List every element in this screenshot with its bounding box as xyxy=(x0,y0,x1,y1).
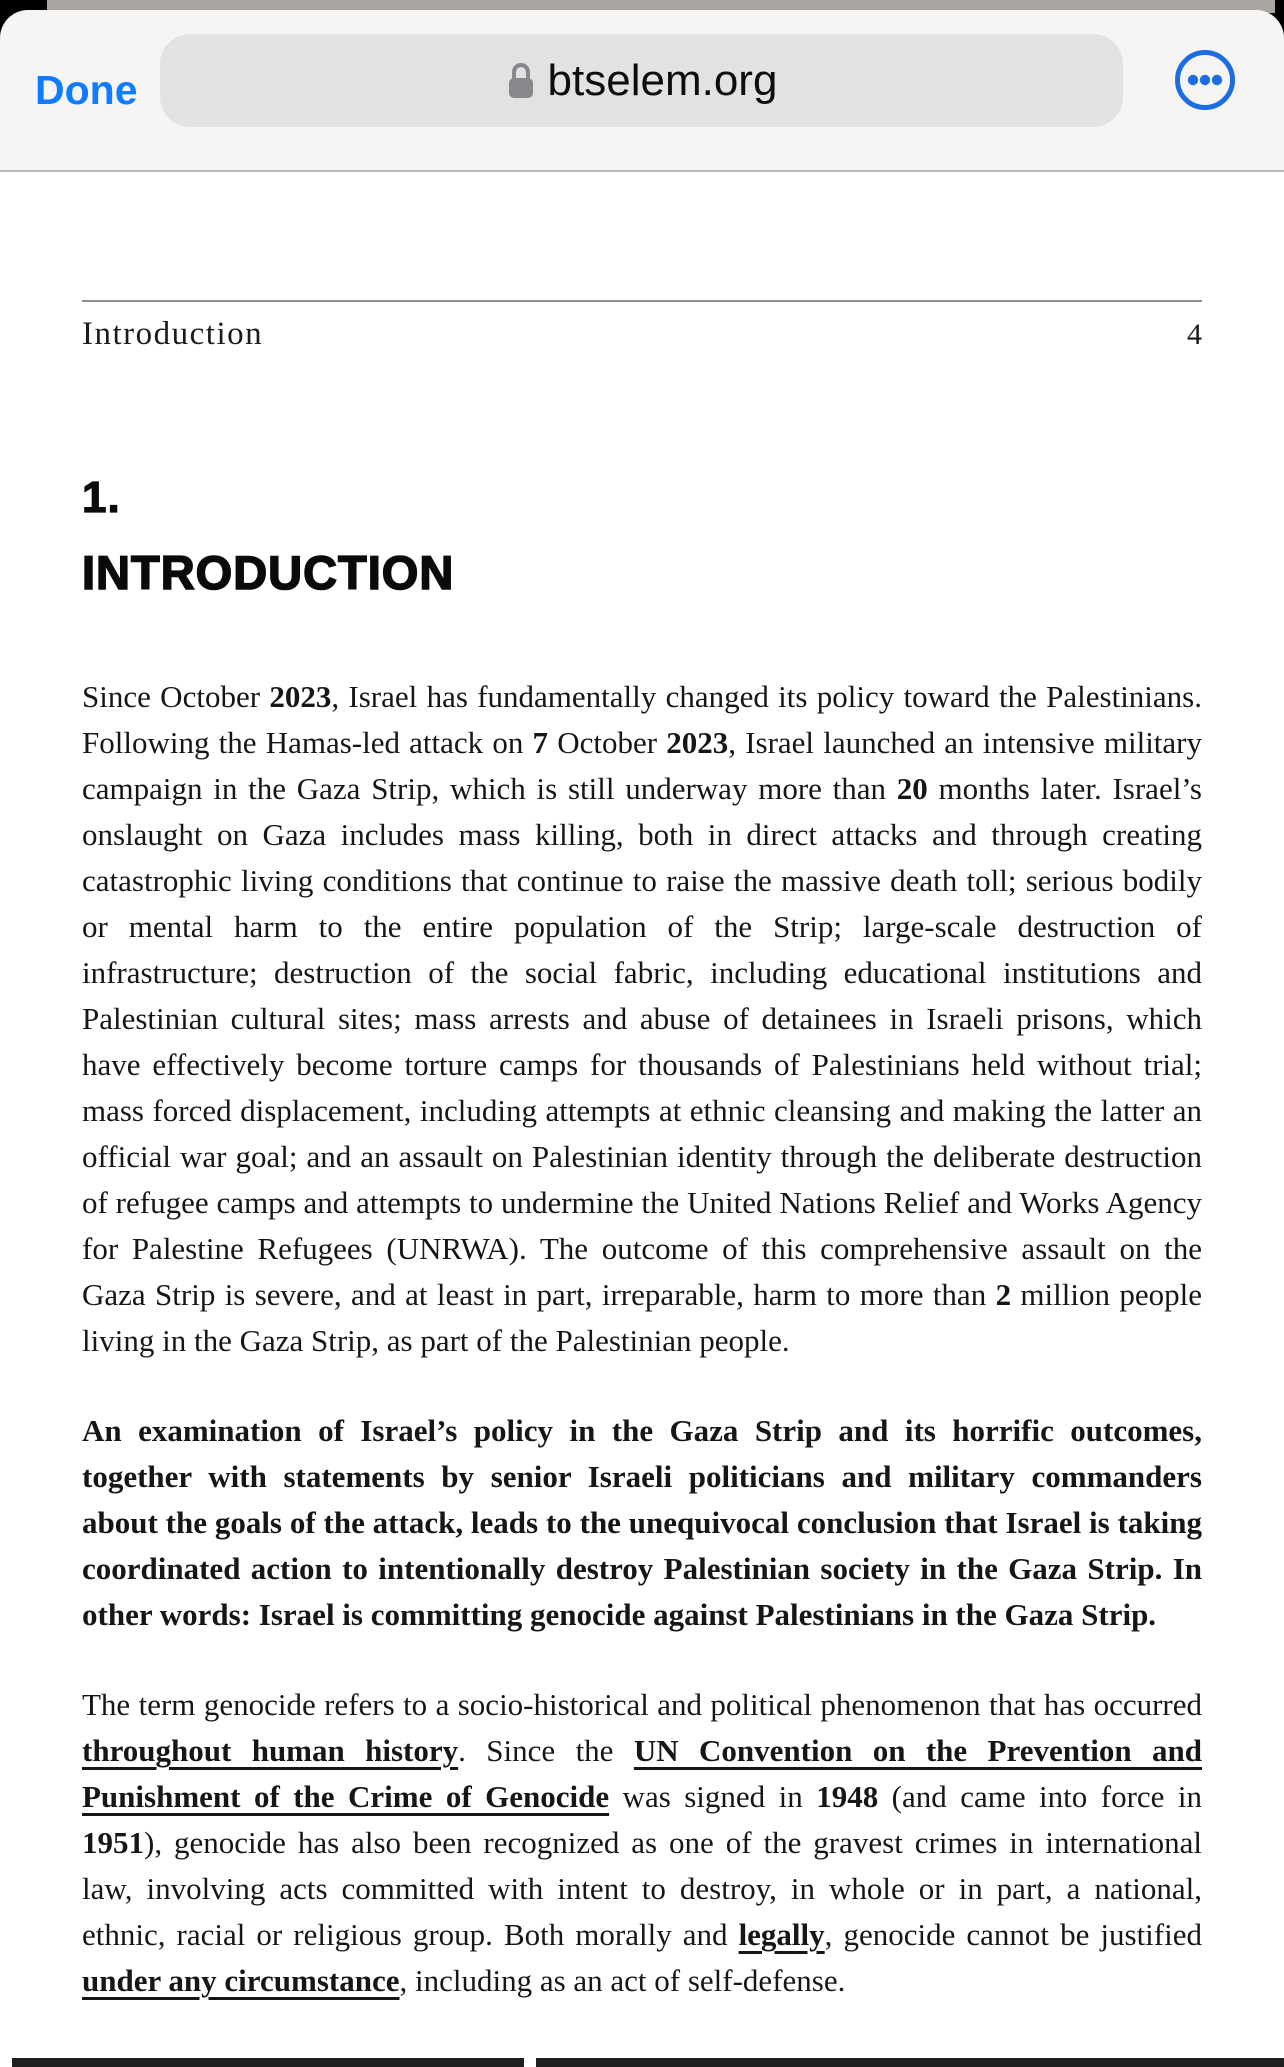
text-link[interactable]: throughout human history xyxy=(82,1733,459,1768)
text-segment: , including as an act of self-defense. xyxy=(399,1963,846,1998)
chapter-number: 1. xyxy=(82,473,121,522)
text-segment: months later. Israel’s onslaught on Gaza includes mass killing, both in direct attacks and through creating catastrophic living conditions that continue to raise the massive death toll; serious bodily or mental harm to the entire population of the Strip; large-scale destruction of infrastructure; destruction of the social fabric, including educational institutions and Palestinian cultural sites; mass arrests and abuse of detainees in Israeli prisons, which have effectively become torture camps for thousands of Palestinians held without trial; mass forced displacement, including attempts at ethnic cleansing and making the latter an official war goal; and an assault on Palestinian identity through the deliberate destruction of refugee camps and attempts to undermine the United Nations Relief and Works Agency for Palestine Refugees (UNRWA). The outcome of this comprehensive assault on the Gaza Strip is severe, and at least in part, irreparable, harm to more than xyxy=(82,771,1202,1312)
text-segment: October xyxy=(548,725,667,760)
text-segment: 1948 xyxy=(816,1779,879,1814)
text-segment: 20 xyxy=(896,771,928,806)
text-segment: (and came into force in xyxy=(878,1779,1202,1814)
text-segment: , Israel has fundamentally changed its policy toward the Palestinians. Following the Hamas-led attack on xyxy=(82,679,1202,760)
text-segment: . Since the xyxy=(458,1733,634,1768)
paragraph-conclusion-bold xyxy=(82,1408,1202,1638)
text-segment: , genocide cannot be justified xyxy=(824,1917,1202,1952)
text-link[interactable]: UN Convention on the Prevention and Punishment of the Crime of Genocide xyxy=(82,1733,1203,1814)
header-rule xyxy=(82,300,1202,302)
text-link[interactable]: legally xyxy=(738,1917,825,1952)
text-segment: 7 xyxy=(532,725,549,760)
text-segment: 1951 xyxy=(82,1825,144,1860)
running-header: Introduction xyxy=(82,316,264,352)
page-header xyxy=(82,172,1202,353)
text-segment: Since October xyxy=(82,679,270,714)
safari-toolbar xyxy=(0,10,1284,172)
paragraph-genocide-definition xyxy=(82,1682,1202,2004)
text-segment: 2023 xyxy=(666,725,729,760)
text-segment: 2023 xyxy=(269,679,332,714)
cutoff-bar-left xyxy=(12,2058,524,2067)
text-segment: An examination of Israel’s policy in the Gaza Strip and its horrific outcomes, together with statements by senior Israeli politicians and military commanders about the goals of the attack, leads to the unequivocal conclusion that Israel is taking coordinated action to intentionally destroy Palestinian society in the Gaza Strip. In other words: Israel is committing genocide against Palestinians in the Gaza Strip. xyxy=(82,1413,1202,1632)
pdf-page xyxy=(0,172,1284,2067)
text-segment: , Israel launched an intensive military campaign in the Gaza Strip, which is still underway more than xyxy=(82,725,1202,806)
url-text: btselem.org xyxy=(547,55,778,105)
text-segment: ), genocide has also been recognized as one of the gravest crimes in international law, involving acts committed with intent to destroy, in whole or in part, a national, ethnic, racial or religious group. Both morally and xyxy=(82,1825,1202,1952)
text-segment: million people living in the Gaza Strip, as part of the Palestinian people. xyxy=(82,1277,1202,1358)
ellipsis-icon xyxy=(1174,99,1236,114)
more-options-button[interactable] xyxy=(1174,49,1236,111)
text-segment: was signed in xyxy=(609,1779,817,1814)
cutoff-bar-right xyxy=(536,2058,1284,2067)
paragraph-intro-overview xyxy=(82,674,1202,1364)
text-segment: 2 xyxy=(995,1277,1012,1312)
page-number: 4 xyxy=(1187,318,1202,351)
text-segment: The term genocide refers to a socio-historical and political phenomenon that has occurred xyxy=(82,1687,1202,1722)
browser-sheet xyxy=(0,10,1284,2067)
url-bar[interactable] xyxy=(160,34,1123,127)
text-link[interactable]: under any circumstance xyxy=(82,1963,400,1998)
next-content-cutoff xyxy=(0,2058,1284,2067)
done-button[interactable]: Done xyxy=(35,10,138,170)
chapter-title: INTRODUCTION xyxy=(82,546,455,599)
lock-icon xyxy=(506,61,536,101)
